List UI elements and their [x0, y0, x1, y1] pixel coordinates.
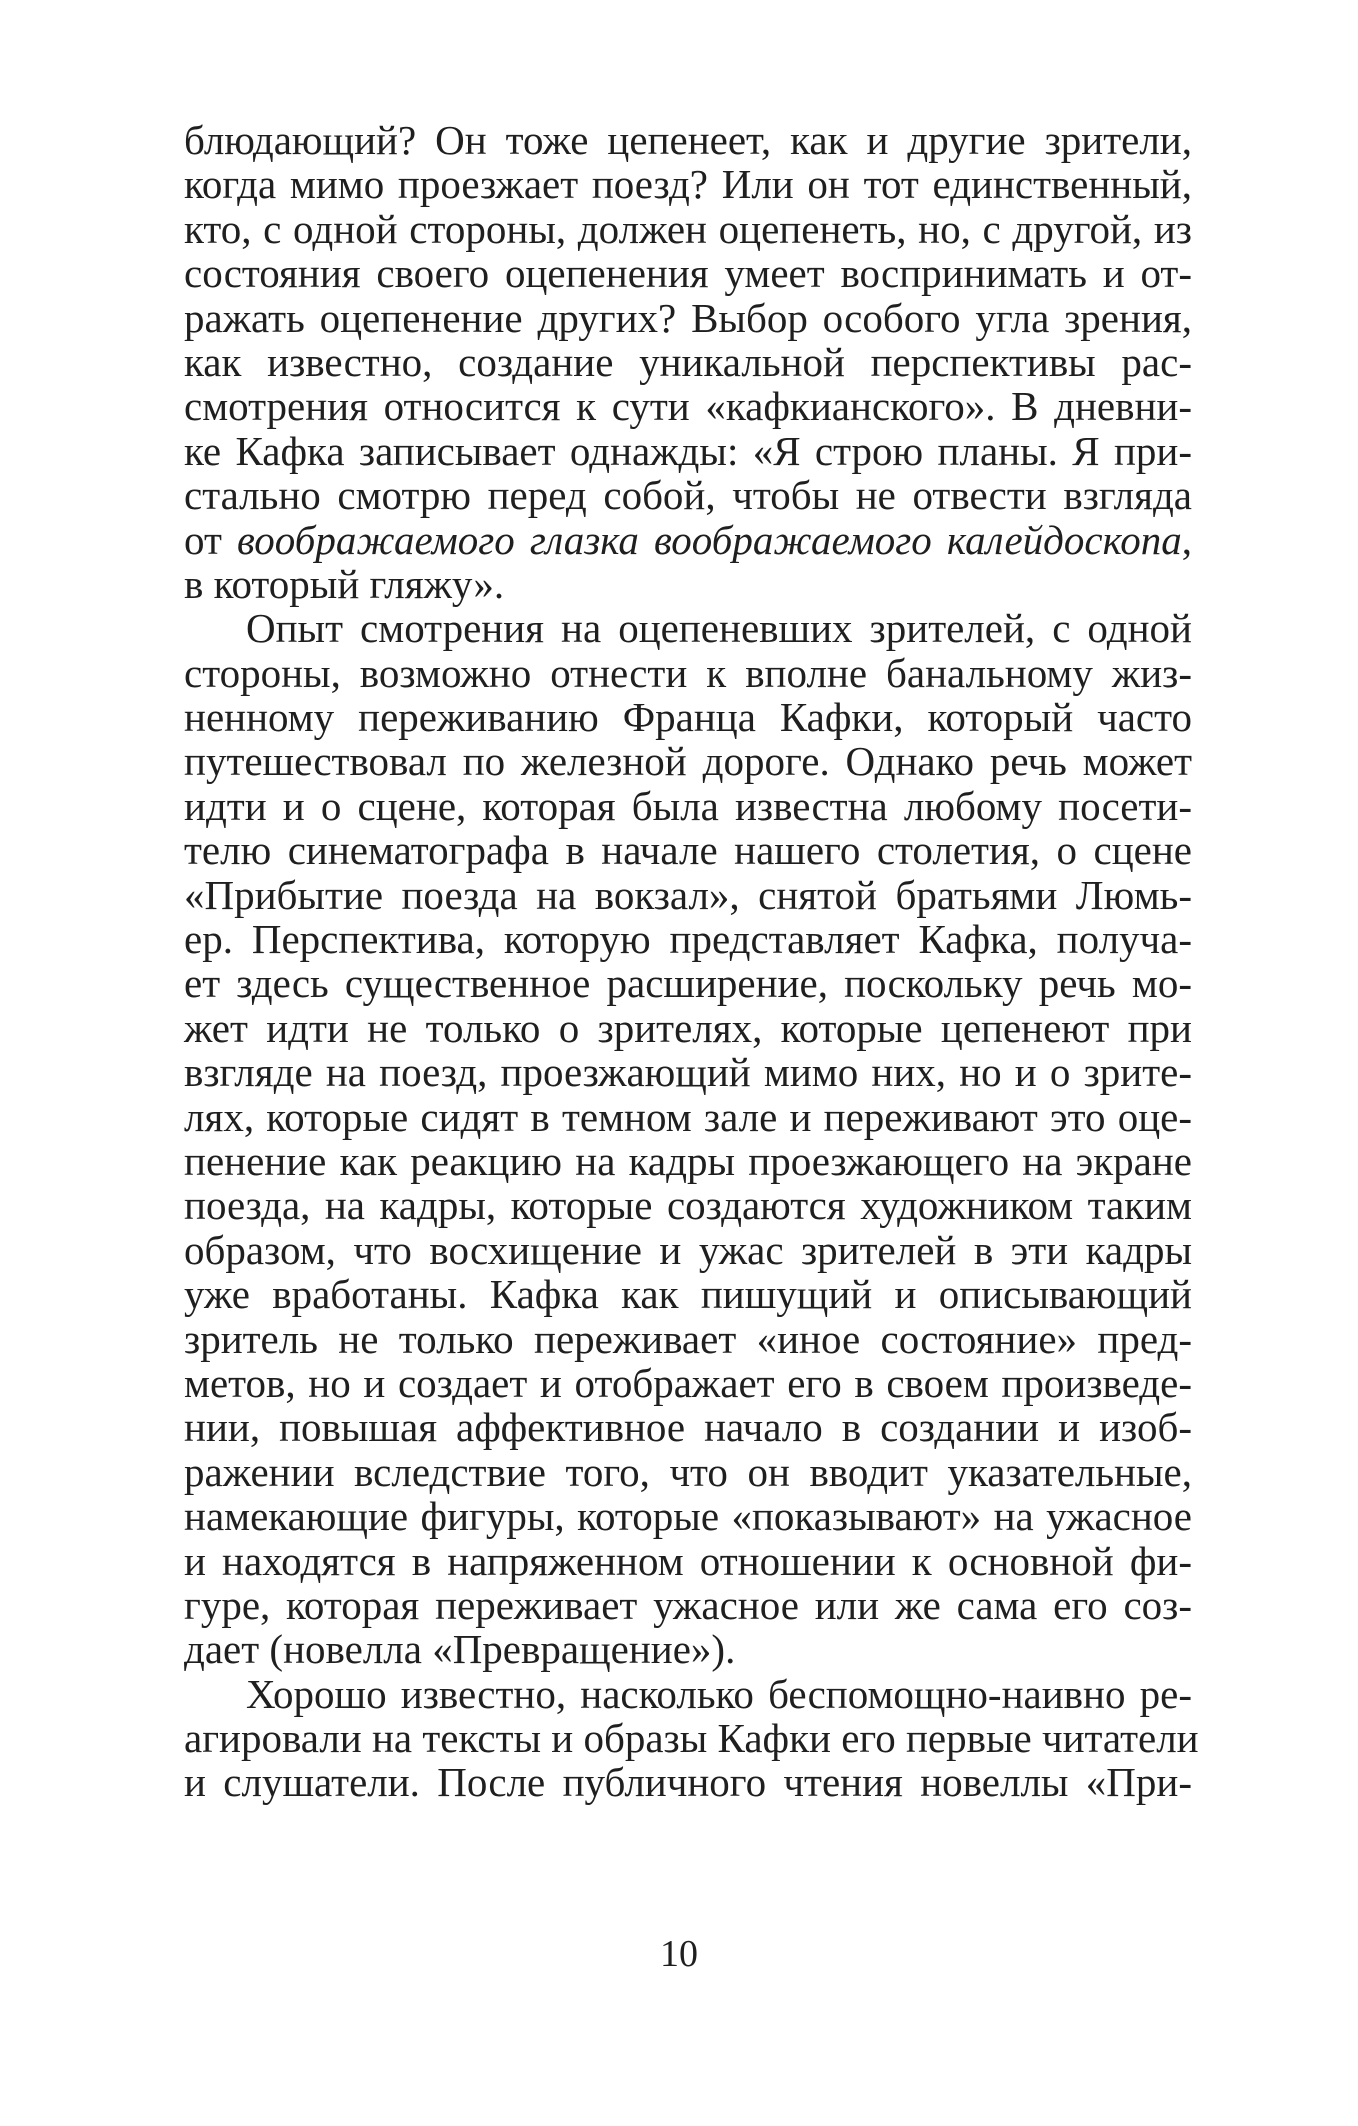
text-line: как известно, создание уникальной перспективы рас- — [184, 338, 1192, 385]
text-line: смотрения относится к сути «кафкианского». В дневни- — [184, 383, 1192, 430]
text-line: лях, которые сидят в темном зале и переживают это оце- — [184, 1093, 1192, 1140]
text-line: ненному переживанию Франца Кафки, который часто — [184, 694, 1192, 741]
text-line: стально смотрю перед собой, чтобы не отвести взгляда — [184, 472, 1192, 519]
text-line: нии, повышая аффективное начало в создании и изоб- — [184, 1404, 1192, 1451]
text-line: телю синематографа в начале нашего столетия, о сцене — [184, 827, 1192, 874]
text-line: кто, с одной стороны, должен оцепенеть, но, с другой, из — [184, 205, 1192, 252]
page-number: 10 — [660, 1933, 698, 1975]
text-line: жет идти не только о зрителях, которые цепенеют при — [184, 1004, 1192, 1051]
text-line: метов, но и создает и отображает его в своем произведе- — [184, 1359, 1192, 1406]
text-line: намекающие фигуры, которые «показывают» на ужасное — [184, 1493, 1192, 1540]
text-line: путешествовал по железной дороге. Однако речь может — [184, 738, 1192, 785]
text-line: идти и о сцене, которая была известна любому посети- — [184, 782, 1192, 829]
text-line: зритель не только переживает «иное состояние» пред- — [184, 1315, 1192, 1362]
text-line: стороны, возможно отнести к вполне банальному жиз- — [184, 649, 1192, 696]
text-line: и находятся в напряженном отношении к основной фи- — [184, 1537, 1192, 1584]
text-line: состояния своего оцепенения умеет воспринимать и от- — [184, 250, 1192, 297]
text-segment: , — [1181, 516, 1192, 563]
text-line: ер. Перспектива, которую представляет Кафка, получа- — [184, 916, 1192, 963]
italic-quote: воображаемого глазка воображаемого калейдоскопа — [237, 516, 1182, 563]
text-line: Хорошо известно, насколько беспомощно-наивно ре- — [246, 1670, 1192, 1717]
text-line: Опыт смотрения на оцепеневших зрителей, с одной — [246, 605, 1192, 652]
paragraph-3 — [184, 1670, 1199, 1806]
text-line: и слушатели. После публичного чтения новеллы «При- — [184, 1759, 1192, 1806]
text-line: пенение как реакцию на кадры проезжающего на экране — [184, 1137, 1192, 1184]
text-line: дает (новелла «Превращение»). — [184, 1626, 736, 1673]
text-line: ражении вследствие того, что он вводит указательные, — [184, 1448, 1192, 1495]
text-line: гуре, которая переживает ужасное или же сама его соз- — [184, 1581, 1192, 1628]
paragraph-1 — [184, 118, 1192, 606]
text-line: в который гляжу». — [184, 560, 505, 607]
text-line: взгляде на поезд, проезжающий мимо них, но и о зрите- — [184, 1049, 1192, 1096]
text-line-with-italic — [184, 518, 1192, 562]
text-line: образом, что восхищение и ужас зрителей в эти кадры — [184, 1226, 1192, 1273]
paragraph-2 — [184, 606, 1192, 1671]
text-line: ке Кафка записывает однажды: «Я строю планы. Я при- — [184, 427, 1192, 474]
text-segment: от — [184, 516, 238, 563]
text-line: ражать оцепенение других? Выбор особого угла зрения, — [184, 294, 1192, 341]
body-text — [184, 117, 1199, 1806]
text-line: блюдающий? Он тоже цепенеет, как и другие зрители, — [184, 117, 1192, 163]
text-line: агировали на тексты и образы Кафки его первые читатели — [184, 1715, 1199, 1762]
text-line: «Прибытие поезда на вокзал», снятой братьями Люмь- — [184, 871, 1192, 918]
text-line: уже вработаны. Кафка как пишущий и описывающий — [184, 1271, 1192, 1318]
text-line: поезда, на кадры, которые создаются художником таким — [184, 1182, 1192, 1229]
text-line: когда мимо проезжает поезд? Или он тот единственный, — [184, 161, 1192, 208]
text-line: ет здесь существенное расширение, поскольку речь мо- — [184, 960, 1192, 1007]
